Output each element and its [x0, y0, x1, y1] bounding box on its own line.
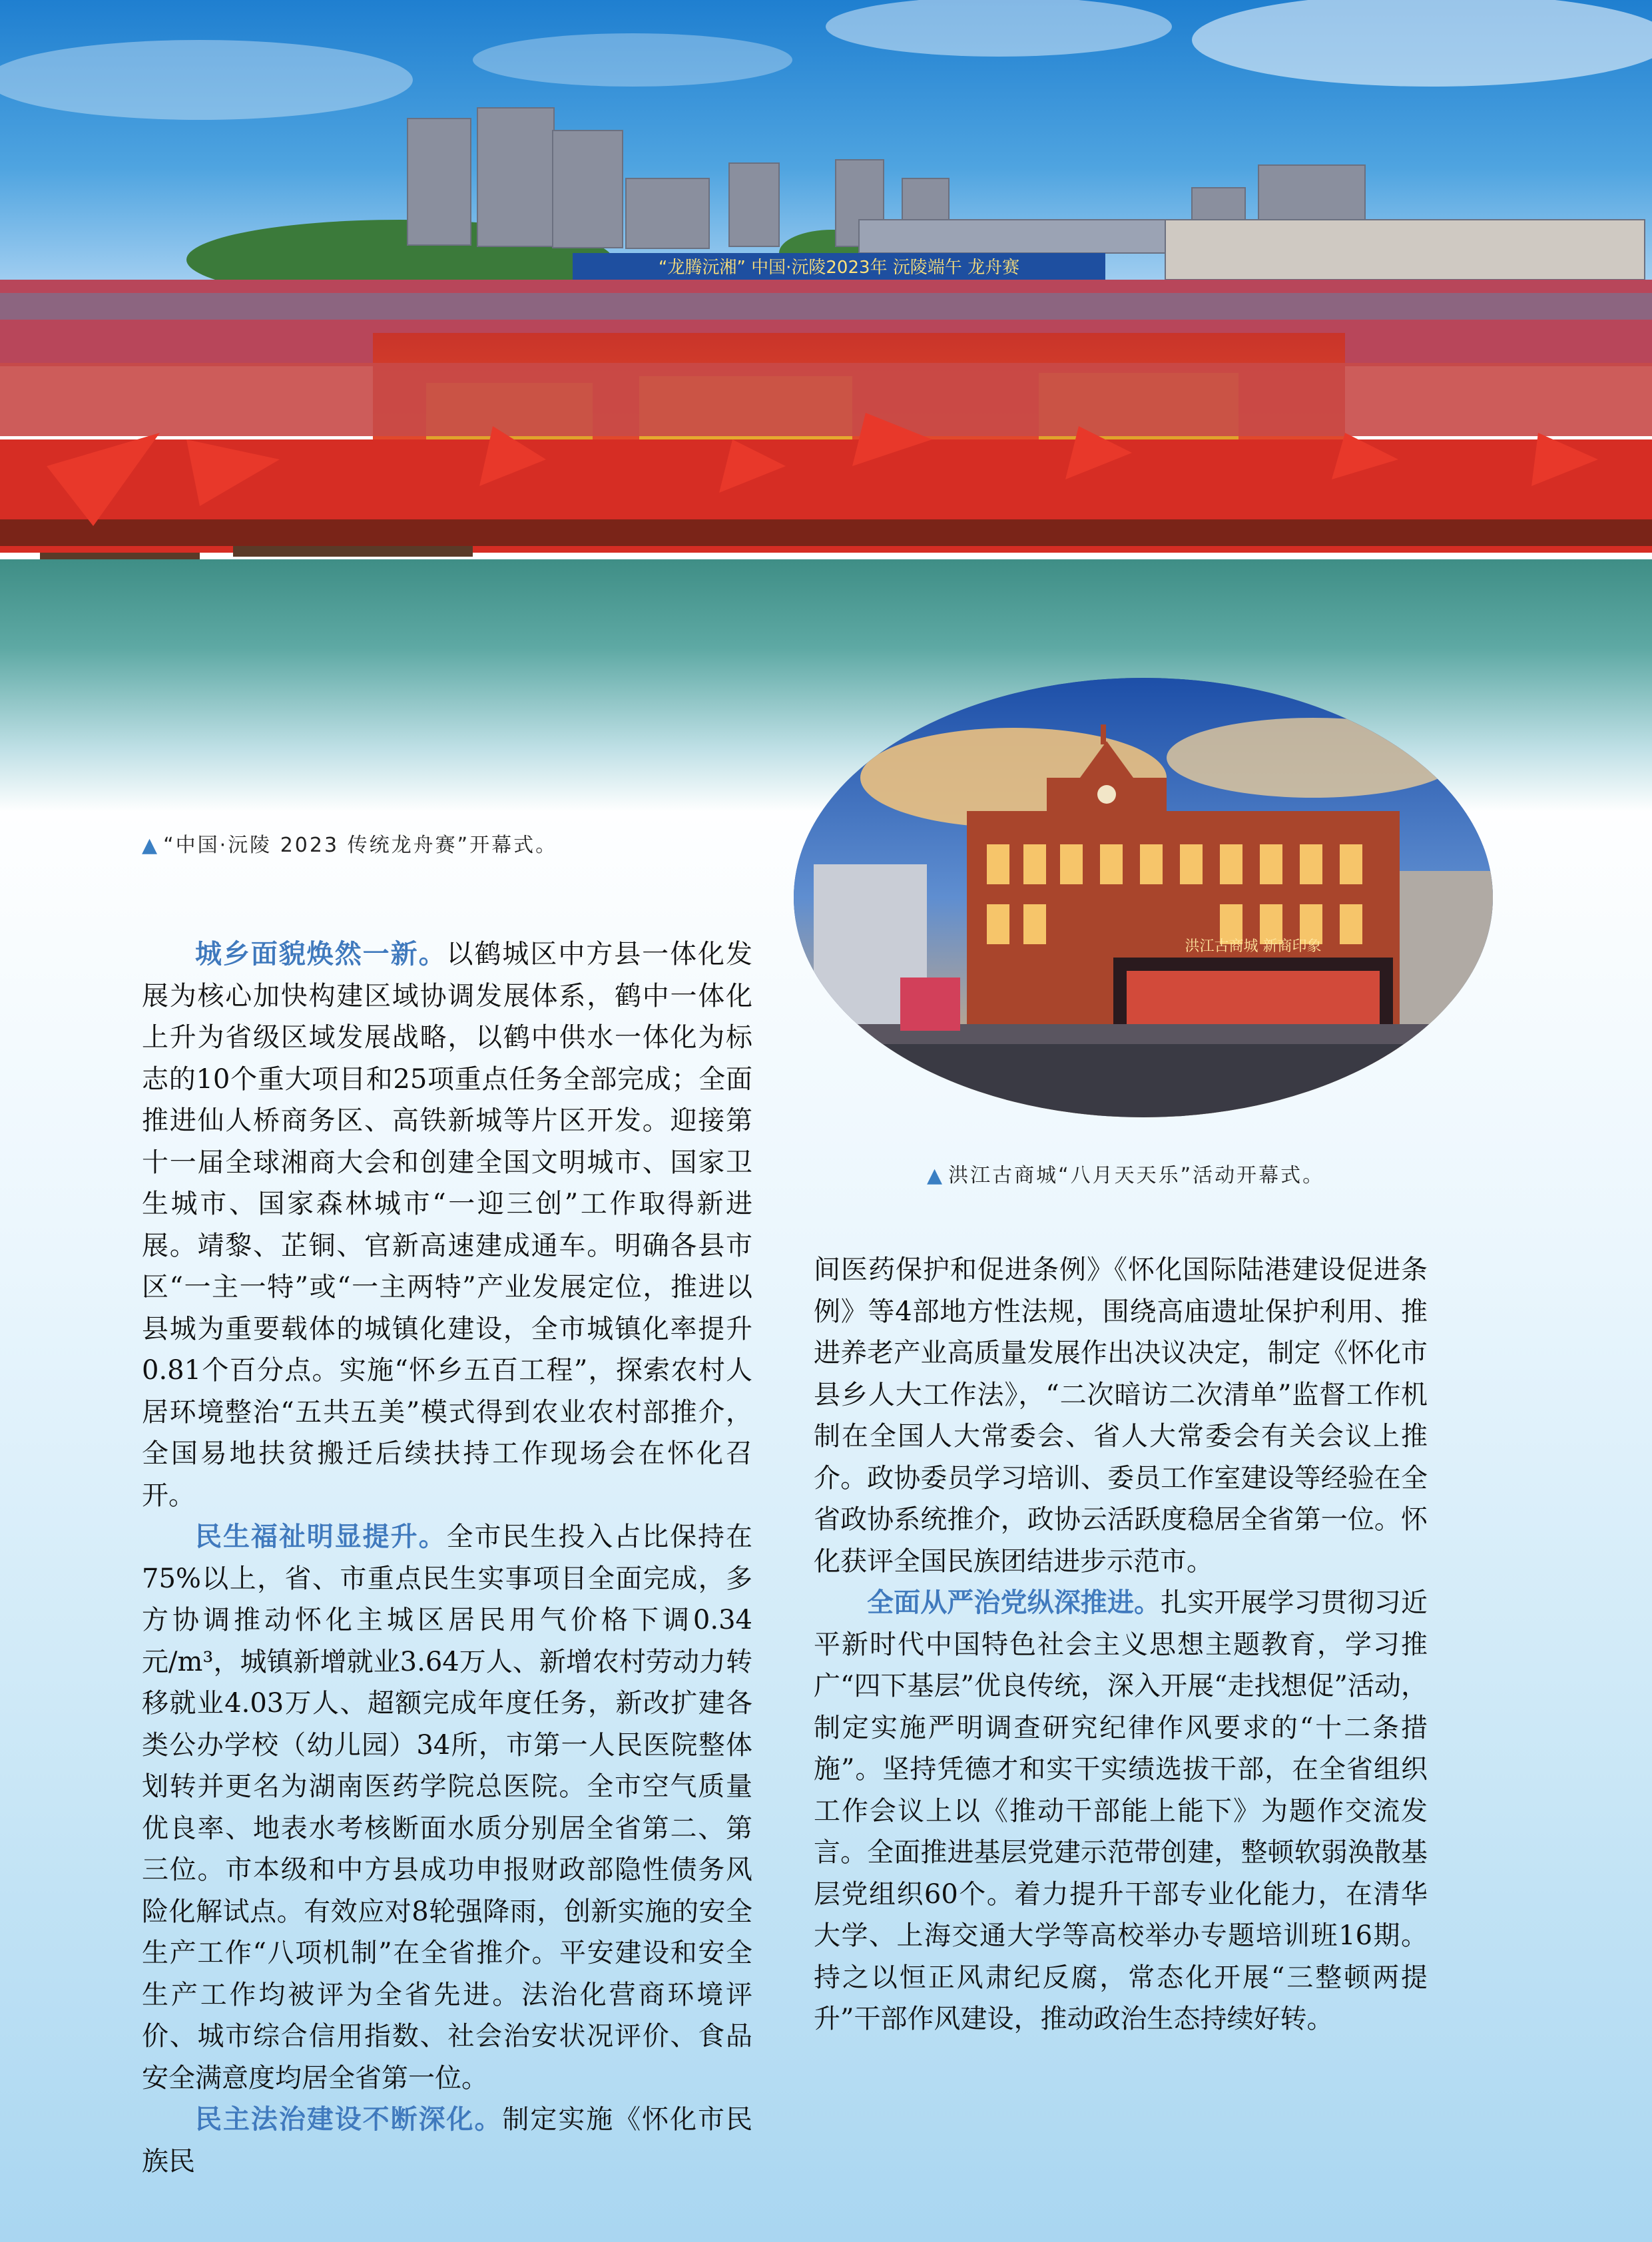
oval-photo	[794, 678, 1493, 1117]
lead-party-discipline: 全面从严治党纵深推进。	[867, 1587, 1161, 1618]
oval-caption	[927, 1159, 1324, 1188]
ancient-city-event-image	[794, 678, 1493, 1117]
right-column	[814, 1249, 1428, 2040]
text-party-discipline: 扎实开展学习贯彻习近平新时代中国特色社会主义思想主题教育，学习推广“四下基层”优良传统，深入开展“走找想促”活动，制定实施严明调查研究纪律作风要求的“十二条措施”。坚持凭德才和实干实绩选拔干部，在全省组织工作会议上以《推动干部能上能下》为题作交流发言。全面推进基层党建示范带创建，整顿软弱涣散基层党组织60个。着力提升干部专业化能力，在清华大学、上海交通大学等高校举办专题培训班16期。持之以恒正风肃纪反腐，常态化开展“三整顿两提升”干部作风建设，推动政治生态持续好转。	[814, 1587, 1428, 2034]
text-rule-of-law-continued: 间医药保护和促进条例》《怀化国际陆港建设促进条例》等4部地方性法规，围绕高庙遗址保护利用、推进养老产业高质量发展作出决议决定，制定《怀化市县乡人大工作法》，“二次暗访二次清单”监督工作机制在全国人大常委会、省人大常委会有关会议上推介。政协委员学习培训、委员工作室建设等经验在全省政协系统推介，政协云活跃度稳居全省第一位。怀化获评全国民族团结进步示范市。	[814, 1255, 1428, 1577]
paragraph-rule-of-law-continued	[814, 1249, 1428, 1582]
left-column	[142, 934, 752, 2182]
hero-caption	[142, 828, 557, 858]
hero-caption-text: “中国·沅陵 2023 传统龙舟赛”开幕式。	[163, 834, 558, 857]
text-urban-rural: 以鹤城区中方县一体化发展为核心加快构建区域协调发展体系，鹤中一体化上升为省级区域发展战略，以鹤中供水一体化为标志的10个重大项目和25项重点任务全部完成；全面推进仙人桥商务区、高铁新城等片区开发。迎接第十一届全球湘商大会和创建全国文明城市、国家卫生城市、国家森林城市“一迎三创”工作取得新进展。靖黎、芷铜、官新高速建成通车。明确各县市区“一主一特”或“一主两特”产业发展定位，推进以县城为重要载体的城镇化建设，全市城镇化率提升0.81个百分点。实施“怀乡五百工程”，探索农村人居环境整治“五共五美”模式得到农业农村部推介，全国易地扶贫搬迁后续扶持工作现场会在怀化召开。	[142, 939, 753, 1511]
stage-sign-text: 洪江古商城 新商印象	[1185, 938, 1322, 955]
triangle-icon: ▲	[142, 834, 160, 857]
paragraph-livelihood	[142, 1516, 752, 2099]
lead-rule-of-law: 民主法治建设不断深化。	[195, 2104, 503, 2135]
text-livelihood: 全市民生投入占比保持在75%以上，省、市重点民生实事项目全面完成，多方协调推动怀化主城区居民用气价格下调0.34元/m³，城镇新增就业3.64万人、新增农村劳动力转移就业4.03万人、超额完成年度任务，新改扩建各类公办学校（幼儿园）34所，市第一人民医院整体划转并更名为湖南医药学院总医院。全市空气质量优良率、地表水考核断面水质分别居全省第二、第三位。市本级和中方县成功申报财政部隐性债务风险化解试点。有效应对8轮强降雨，创新实施的安全生产工作“八项机制”在全省推介。平安建设和安全生产工作均被评为全省先进。法治化营商环境评价、城市综合信用指数、社会治安状况评价、食品安全满意度均居全省第一位。	[142, 1522, 753, 2094]
oval-caption-text: 洪江古商城“八月天天乐”活动开幕式。	[948, 1164, 1325, 1187]
lead-urban-rural: 城乡面貌焕然一新。	[195, 939, 447, 970]
lead-livelihood: 民生福祉明显提升。	[195, 1522, 447, 1552]
paragraph-urban-rural	[142, 934, 752, 1516]
text-rule-of-law: 制定实施《怀化市民族民	[142, 2104, 753, 2177]
triangle-icon: ▲	[927, 1164, 945, 1187]
paragraph-rule-of-law	[142, 2099, 752, 2182]
paragraph-party-discipline	[814, 1582, 1428, 2040]
hero-banner-text: “龙腾沅湘” 中国·沅陵2023年 沅陵端午 龙舟赛	[658, 258, 1020, 278]
